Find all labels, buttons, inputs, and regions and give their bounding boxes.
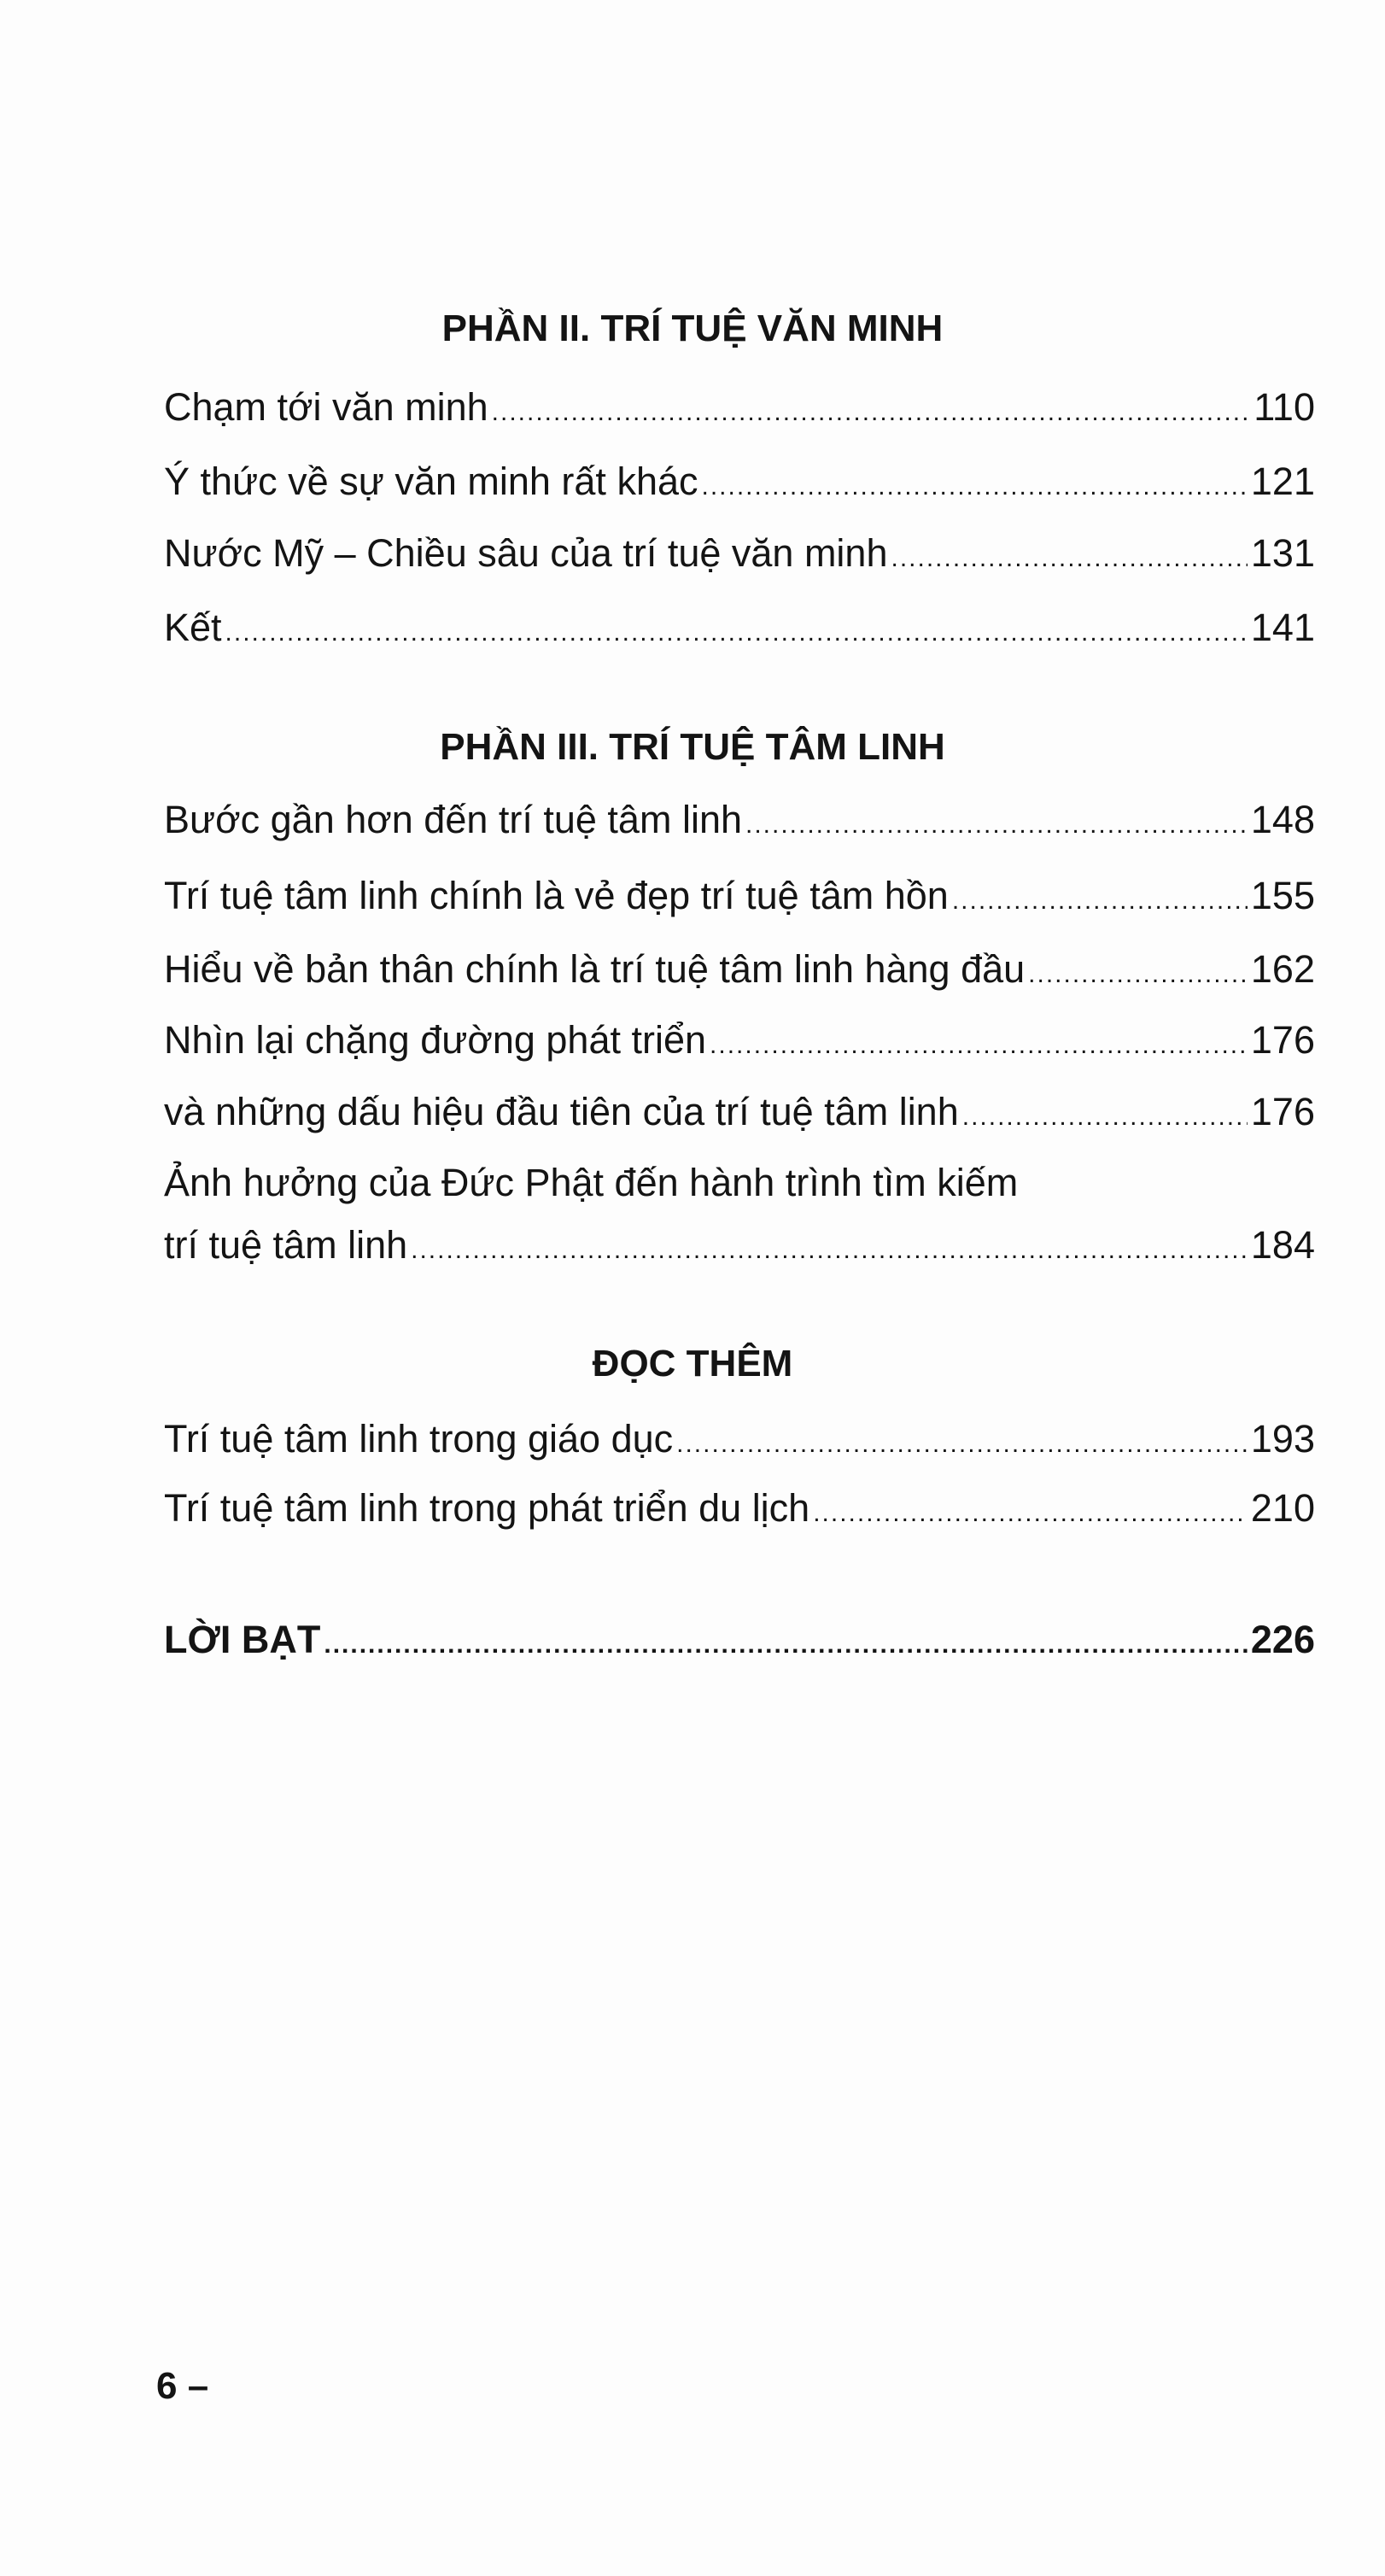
toc-entry: Bước gần hơn đến trí tuệ tâm linh ..... 148 — [164, 794, 1315, 851]
toc-entry: Nhìn lại chặng đường phát triển ..... 176 — [164, 1015, 1315, 1071]
dot-leader — [952, 875, 1248, 927]
dot-leader — [324, 1619, 1248, 1671]
page-ref: 162 — [1250, 947, 1315, 991]
page-ref: 110 — [1254, 385, 1315, 429]
dot-leader — [1028, 949, 1248, 1000]
page-ref: 176 — [1250, 1018, 1315, 1062]
toc-entry-line1: Ảnh hưởng của Đức Phật đến hành trình tìm kiếm — [164, 1161, 1019, 1204]
dot-leader — [225, 607, 1248, 659]
dot-leader — [492, 387, 1251, 438]
page-ref: 176 — [1250, 1090, 1315, 1133]
section-heading: PHẦN II. TRÍ TUỆ VĂN MINH — [441, 307, 944, 349]
page-ref: 131 — [1250, 531, 1315, 575]
page-ref: 193 — [1250, 1417, 1315, 1461]
page-number: 6 – — [156, 2365, 209, 2407]
toc-entry: Kết ..... 141 — [164, 602, 1315, 659]
toc-entry-afterword: LỜI BẠT ..... 226 — [164, 1614, 1315, 1671]
page-ref: 226 — [1250, 1618, 1315, 1661]
section-heading: PHẦN III. TRÍ TUỆ TÂM LINH — [440, 726, 945, 768]
toc-entry: Trí tuệ tâm linh trong giáo dục ..... 193 — [164, 1414, 1315, 1470]
toc-entry: Nước Mỹ – Chiều sâu của trí tuệ văn minh ..... 131 — [164, 528, 1315, 584]
dot-leader — [411, 1225, 1248, 1276]
toc-entry: Trí tuệ tâm linh chính là vẻ đẹp trí tuệ tâm hồn ..... 155 — [164, 870, 1315, 927]
page-ref: 184 — [1250, 1223, 1315, 1267]
toc-entry: và những dấu hiệu đầu tiên của trí tuệ tâm linh ..... 176 — [164, 1086, 1315, 1143]
toc-entry: Ý thức về sự văn minh rất khác ..... 121 — [164, 456, 1315, 512]
page-ref: 121 — [1250, 460, 1315, 503]
dot-leader — [676, 1419, 1248, 1470]
dot-leader — [962, 1092, 1248, 1143]
toc-entry: trí tuệ tâm linh ..... 184 — [164, 1220, 1315, 1276]
page-ref: 155 — [1250, 874, 1315, 917]
dot-leader — [745, 799, 1248, 851]
toc-entry: Trí tuệ tâm linh trong phát triển du lịch ..... 210 — [164, 1483, 1315, 1539]
page-ref: 210 — [1250, 1486, 1315, 1530]
dot-leader — [891, 533, 1248, 584]
dot-leader — [702, 461, 1248, 512]
dot-leader — [710, 1020, 1248, 1071]
toc-entry: Chạm tới văn minh ..... 110 — [164, 382, 1315, 438]
toc-entry: Hiểu về bản thân chính là trí tuệ tâm linh hàng đầu ..... 162 — [164, 944, 1315, 1000]
page-ref: 141 — [1250, 606, 1315, 649]
dot-leader — [813, 1488, 1248, 1539]
section-heading: ĐỌC THÊM — [592, 1343, 793, 1385]
page-ref: 148 — [1250, 798, 1315, 841]
